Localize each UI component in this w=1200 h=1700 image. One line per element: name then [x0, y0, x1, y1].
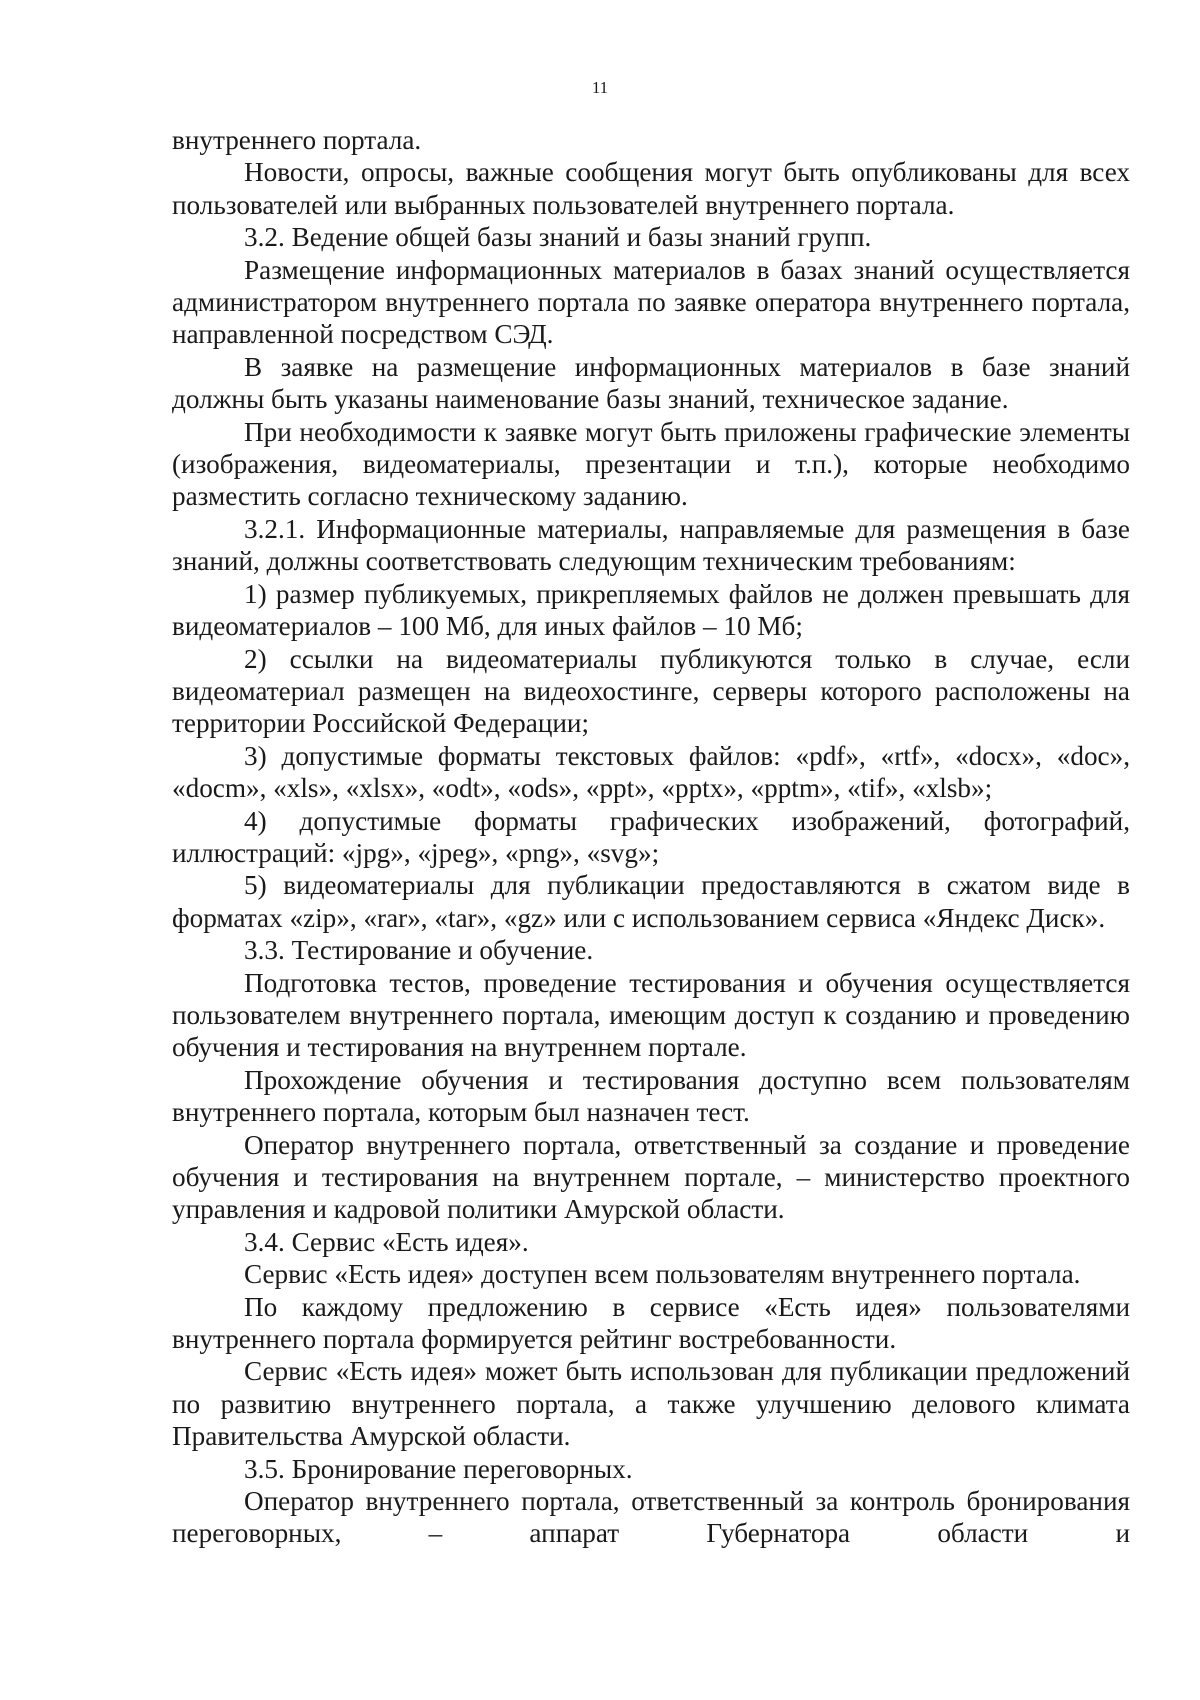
- paragraph: Прохождение обучения и тестирования доступно всем пользователям внутреннего портала, которым был назначен тест.: [172, 1064, 1130, 1128]
- paragraph-continuation: внутреннего портала.: [172, 125, 422, 155]
- paragraph: Сервис «Есть идея» доступен всем пользователям внутреннего портала.: [244, 1259, 1081, 1290]
- paragraph: Размещение информационных материалов в базах знаний осуществляется администратором внутреннего портала по заявке оператора внутреннего портала, направленной посредством СЭД.: [172, 254, 1130, 350]
- section-heading-3-2: 3.2. Ведение общей базы знаний и базы знаний групп.: [244, 222, 872, 253]
- list-item: 4) допустимые форматы графических изображений, фотографий, иллюстраций: «jpg», «jpeg», «png», «svg»;: [172, 805, 1130, 868]
- paragraph: Новости, опросы, важные сообщения могут быть опубликованы для всех пользователей или выбранных пользователей внутреннего портала.: [172, 157, 1130, 220]
- list-item: 2) ссылки на видеоматериалы публикуются только в случае, если видеоматериал размещен на видеохостинге, серверы которого расположены на территории Российской Федерации;: [172, 643, 1130, 739]
- paragraph: Оператор внутреннего портала, ответственный за создание и проведение обучения и тестирования на внутреннем портале, – министерство проектного управления и кадровой политики Амурской области.: [172, 1129, 1130, 1225]
- section-heading-3-4: 3.4. Сервис «Есть идея».: [244, 1226, 529, 1257]
- section-heading-3-2-1: 3.2.1. Информационные материалы, направляемые для размещения в базе знаний, должны соответствовать следующим техническим требованиям:: [172, 513, 1130, 577]
- paragraph: Подготовка тестов, проведение тестирования и обучения осуществляется пользователем внутреннего портала, имеющим доступ к созданию и проведению обучения и тестирования на внутреннем портале.: [172, 967, 1130, 1063]
- paragraph: По каждому предложению в сервисе «Есть идея» пользователями внутреннего портала формируется рейтинг востребованности.: [172, 1291, 1130, 1355]
- paragraph: Сервис «Есть идея» может быть использован для публикации предложений по развитию внутреннего портала, а также улучшению делового климата Правительства Амурской области.: [172, 1356, 1130, 1452]
- page-number: 11: [591, 78, 609, 97]
- section-heading-3-5: 3.5. Бронирование переговорных.: [244, 1453, 633, 1484]
- list-item: 1) размер публикуемых, прикрепляемых файлов не должен превышать для видеоматериалов – 100 Мб, для иных файлов – 10 Мб;: [172, 578, 1130, 642]
- section-heading-3-3: 3.3. Тестирование и обучение.: [244, 935, 594, 966]
- document-body: [172, 124, 1130, 1550]
- list-item: 3) допустимые форматы текстовых файлов: «pdf», «rtf», «docx», «doc», «docm», «xls», «xlsx», «odt», «ods», «ppt», «pptx», «pptm», «tif», «xlsb»;: [172, 740, 1130, 804]
- paragraph: Оператор внутреннего портала, ответственный за контроль бронирования переговорных, – аппарат Губернатора области и: [172, 1486, 1130, 1549]
- paragraph: При необходимости к заявке могут быть приложены графические элементы (изображения, видеоматериалы, презентации и т.п.), которые необходимо разместить согласно техническому заданию.: [172, 416, 1130, 512]
- paragraph: В заявке на размещение информационных материалов в базе знаний должны быть указаны наименование базы знаний, техническое задание.: [172, 351, 1130, 415]
- list-item: 5) видеоматериалы для публикации предоставляются в сжатом виде в форматах «zip», «rar», «tar», «gz» или с использованием сервиса «Яндекс Диск».: [172, 870, 1130, 933]
